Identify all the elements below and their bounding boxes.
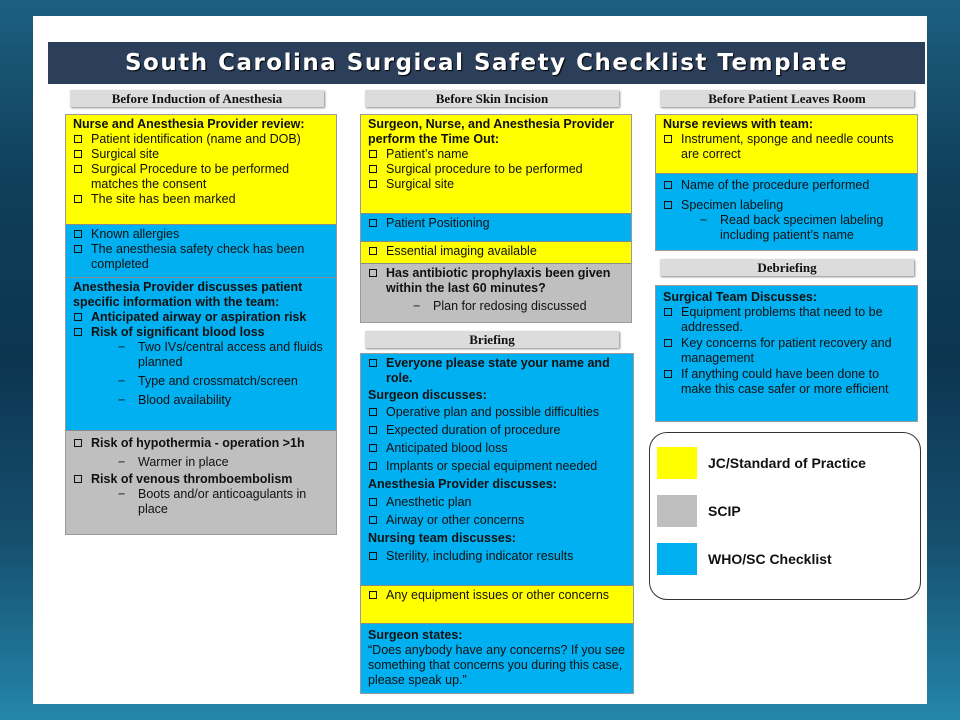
block-surgeon-states: [361, 624, 633, 693]
legend-label: WHO/SC Checklist: [708, 551, 832, 567]
item-text: Everyone please state your name and role.: [386, 356, 610, 385]
item-text: Surgical procedure to be performed: [386, 162, 583, 176]
checklist-item: [368, 495, 628, 510]
item-text: If anything could have been done to make this case safer or more efficient: [681, 367, 889, 396]
sub-item: − Blood availability: [118, 393, 232, 407]
checkbox-icon: [369, 219, 377, 227]
item-text: Name of the procedure performed: [681, 178, 870, 192]
checkbox-icon: [664, 339, 672, 347]
legend-label: SCIP: [708, 503, 741, 519]
item-text: Known allergies: [91, 227, 180, 241]
block-procedure-specimen: [656, 174, 917, 250]
checkbox-icon: [369, 165, 377, 173]
checkbox-icon: [74, 150, 82, 158]
item-text: Surgical site: [386, 177, 455, 191]
checkbox-icon: [369, 269, 377, 277]
item-text: Any equipment issues or other concerns: [386, 588, 610, 602]
header-debriefing: Debriefing: [660, 259, 914, 276]
item-text: Sterility, including indicator results: [386, 549, 574, 563]
checkbox-icon: [369, 591, 377, 599]
checkbox-icon: [74, 135, 82, 143]
checklist-item: [663, 305, 912, 335]
checkbox-icon: [369, 552, 377, 560]
checklist-item: [73, 132, 331, 147]
legend-item-scip: [657, 495, 741, 527]
surgeon-statement: “Does anybody have any concerns? If you see something that concerns you during this case, please speak up.”: [368, 643, 626, 687]
checklist-item: [73, 192, 331, 207]
sub-item: − Two IVs/central access and fluids planned: [73, 340, 331, 370]
sub-item-text: Two IVs/central access and fluids planned: [138, 340, 323, 369]
checkbox-icon: [74, 475, 82, 483]
item-text: Equipment problems that need to be addressed.: [681, 305, 883, 334]
item-text: Expected duration of procedure: [386, 423, 561, 437]
block-provider-discusses: [66, 278, 336, 431]
checkbox-icon: [74, 195, 82, 203]
checklist-item: [663, 367, 912, 397]
title-bar: [48, 42, 925, 84]
item-text: Essential imaging available: [386, 244, 537, 258]
checklist-item: [368, 147, 626, 162]
checklist-item: [663, 198, 912, 213]
block-hypothermia-vte: [66, 431, 336, 534]
item-text: The site has been marked: [91, 192, 236, 206]
sub-item-text: Boots and/or anticoagulants in place: [138, 487, 307, 516]
sub-item: − Read back specimen labeling including patient’s name: [663, 213, 912, 243]
checklist-item: [663, 132, 912, 162]
checkbox-icon: [74, 313, 82, 321]
block-positioning: [361, 214, 631, 242]
checklist-item: [368, 162, 626, 177]
checklist-item: [73, 310, 331, 325]
item-text: Specimen labeling: [681, 198, 784, 212]
sub-item: − Type and crossmatch/screen: [118, 374, 298, 388]
header-before-induction: Before Induction of Anesthesia: [70, 90, 324, 107]
checkbox-icon: [369, 462, 377, 470]
checkbox-icon: [74, 439, 82, 447]
checklist-item: [368, 588, 628, 603]
item-text: Surgical site: [91, 147, 160, 161]
block-heading: Surgeon, Nurse, and Anesthesia Provider perform the Time Out:: [368, 117, 615, 146]
checkbox-icon: [664, 370, 672, 378]
block-heading: Surgeon discusses:: [368, 388, 487, 402]
checkbox-icon: [74, 328, 82, 336]
checklist-item: [73, 325, 331, 340]
checklist-item: [368, 405, 628, 420]
block-equipment-issues: [361, 586, 633, 624]
checklist-item: [663, 336, 912, 366]
checkbox-icon: [74, 230, 82, 238]
item-text: Anticipated blood loss: [386, 441, 508, 455]
checkbox-icon: [74, 245, 82, 253]
legend-item-jc: [657, 447, 866, 479]
block-imaging: [361, 242, 631, 264]
block-allergies: [66, 225, 336, 278]
column-before-patient-leaves: [655, 114, 918, 251]
checklist-item: [73, 147, 331, 162]
checklist-item: [73, 242, 331, 272]
checkbox-icon: [369, 247, 377, 255]
header-briefing: Briefing: [365, 331, 619, 348]
block-heading: Surgical Team Discusses:: [663, 290, 818, 304]
item-text: Anticipated airway or aspiration risk: [91, 310, 307, 324]
checklist-item: [73, 472, 331, 487]
block-team-discusses: [656, 286, 917, 421]
checklist-item: [73, 227, 331, 242]
column-before-induction: [65, 114, 337, 535]
checklist-item: [368, 459, 628, 474]
column-debriefing: [655, 285, 918, 422]
checkbox-icon: [664, 308, 672, 316]
block-heading: Nurse reviews with team:: [663, 117, 814, 131]
item-text: The anesthesia safety check has been completed: [91, 242, 305, 271]
checkbox-icon: [369, 426, 377, 434]
checklist-item: [368, 356, 628, 386]
legend-label: JC/Standard of Practice: [708, 455, 866, 471]
item-text: Instrument, sponge and needle counts are correct: [681, 132, 894, 161]
sub-item: − Plan for redosing discussed: [413, 299, 587, 313]
checklist-item: [368, 513, 628, 528]
checkbox-icon: [369, 359, 377, 367]
item-text: Patient identification (name and DOB): [91, 132, 301, 146]
checkbox-icon: [664, 135, 672, 143]
legend-swatch: [657, 543, 697, 575]
checkbox-icon: [369, 498, 377, 506]
header-before-skin-incision: Before Skin Incision: [365, 90, 619, 107]
checklist-item: [368, 177, 626, 192]
item-text: Risk of hypothermia - operation >1h: [91, 436, 305, 450]
checkbox-icon: [369, 180, 377, 188]
sub-item: − Boots and/or anticoagulants in place: [73, 487, 331, 517]
item-text: Has antibiotic prophylaxis been given within the last 60 minutes?: [386, 266, 611, 295]
column-before-skin-incision: [360, 114, 632, 323]
checklist-item: [368, 266, 626, 296]
sub-item-text: Plan for redosing discussed: [433, 299, 587, 313]
item-text: Key concerns for patient recovery and management: [681, 336, 892, 365]
item-text: Implants or special equipment needed: [386, 459, 598, 473]
sub-item-text: Read back specimen labeling including patient’s name: [720, 213, 884, 242]
item-text: Patient’s name: [386, 147, 469, 161]
item-text: Patient Positioning: [386, 216, 490, 230]
checklist-item: [368, 244, 626, 259]
checklist-item: [368, 441, 628, 456]
block-briefing-discussion: [361, 354, 633, 586]
slide: [33, 16, 927, 704]
checklist-item: [368, 423, 628, 438]
checkbox-icon: [664, 181, 672, 189]
item-text: Operative plan and possible difficulties: [386, 405, 600, 419]
checklist-item: [368, 216, 626, 231]
color-legend: [649, 432, 921, 600]
checkbox-icon: [369, 516, 377, 524]
legend-swatch: [657, 495, 697, 527]
checkbox-icon: [369, 444, 377, 452]
checklist-item: [73, 162, 331, 192]
item-text: Surgical Procedure to be performed matches the consent: [91, 162, 290, 191]
checklist-item: [368, 549, 628, 564]
item-text: Anesthetic plan: [386, 495, 472, 509]
item-text: Airway or other concerns: [386, 513, 525, 527]
block-time-out: [361, 115, 631, 214]
legend-swatch: [657, 447, 697, 479]
header-before-patient-leaves: Before Patient Leaves Room: [660, 90, 914, 107]
checklist-item: [663, 178, 912, 193]
column-briefing: [360, 353, 634, 694]
block-nurse-anesthesia-review: [66, 115, 336, 225]
block-heading: Nursing team discusses:: [368, 531, 516, 545]
checklist-item: [73, 436, 331, 451]
block-heading: Nurse and Anesthesia Provider review:: [73, 117, 305, 131]
item-text: Risk of venous thromboembolism: [91, 472, 293, 486]
sub-item: − Warmer in place: [118, 455, 229, 469]
sub-item-text: Type and crossmatch/screen: [138, 374, 298, 388]
item-text: Risk of significant blood loss: [91, 325, 265, 339]
block-nurse-reviews: [656, 115, 917, 174]
block-heading: Anesthesia Provider discusses:: [368, 477, 557, 491]
checkbox-icon: [369, 408, 377, 416]
block-antibiotic: [361, 264, 631, 322]
legend-item-who: [657, 543, 832, 575]
sub-item-text: Blood availability: [138, 393, 232, 407]
checkbox-icon: [369, 150, 377, 158]
checkbox-icon: [664, 201, 672, 209]
sub-item-text: Warmer in place: [138, 455, 229, 469]
page-title: South Carolina Surgical Safety Checklist Template: [124, 50, 849, 76]
checkbox-icon: [74, 165, 82, 173]
block-heading: Surgeon states:: [368, 628, 463, 642]
block-heading: Anesthesia Provider discusses patient specific information with the team:: [73, 280, 303, 309]
